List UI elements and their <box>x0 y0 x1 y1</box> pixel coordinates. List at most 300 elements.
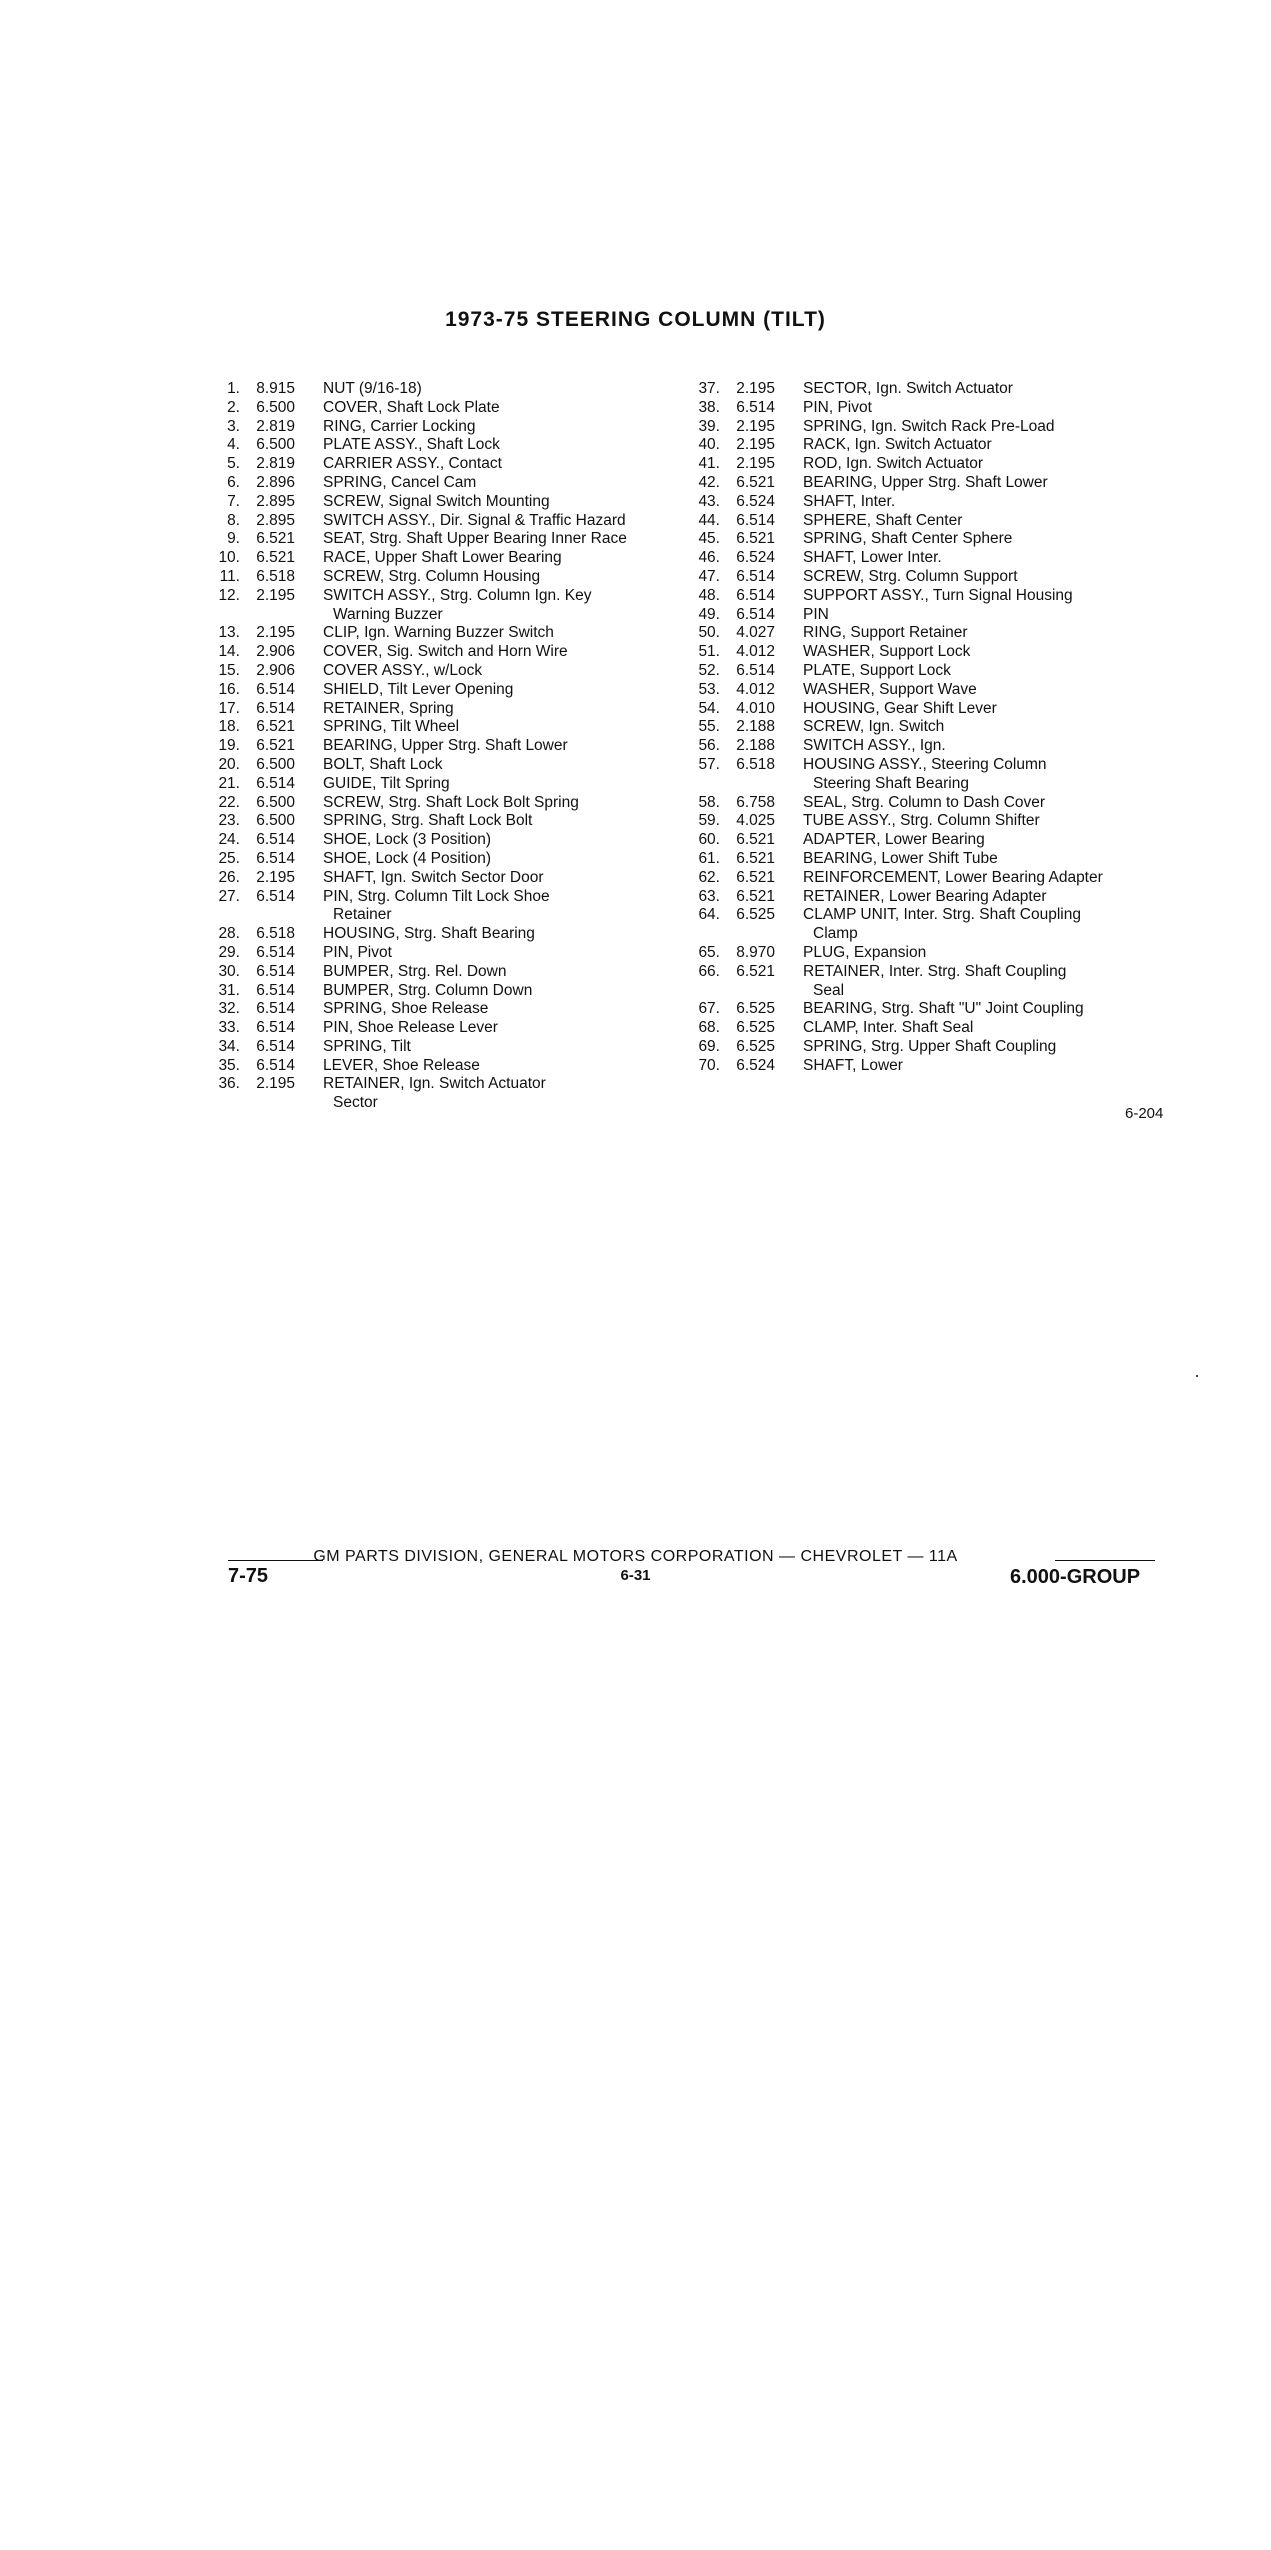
part-description <box>323 888 680 926</box>
item-number: 41. <box>698 455 720 473</box>
part-description <box>323 1057 680 1076</box>
parts-list-item <box>680 606 1180 625</box>
part-description <box>323 925 680 944</box>
group-code: 6.500 <box>256 755 295 773</box>
part-description-text: SEAL, Strg. Column to Dash Cover <box>803 793 1046 811</box>
group-code: 2.819 <box>256 455 295 473</box>
part-description-text: SPRING, Tilt Wheel <box>323 718 460 736</box>
part-description-text: SPRING, Cancel Cam <box>323 473 477 491</box>
item-number: 59. <box>698 812 720 830</box>
part-description <box>803 493 1180 512</box>
part-description <box>803 436 1180 455</box>
parts-list-item <box>680 794 1180 813</box>
group-code: 6.521 <box>736 868 775 886</box>
part-description <box>323 624 680 643</box>
part-description-text: BUMPER, Strg. Column Down <box>323 981 533 999</box>
item-number: 50. <box>698 624 720 642</box>
part-description <box>323 737 680 756</box>
part-description <box>803 756 1180 794</box>
part-description-text: CLAMP UNIT, Inter. Strg. Shaft Coupling <box>803 906 1081 924</box>
part-description-text: SPRING, Ign. Switch Rack Pre-Load <box>803 417 1055 435</box>
part-description-text: CLAMP, Inter. Shaft Seal <box>803 1019 974 1037</box>
group-code: 6.525 <box>736 906 775 924</box>
part-description-text: RING, Carrier Locking <box>323 417 476 435</box>
part-description <box>803 587 1180 606</box>
group-code: 6.514 <box>736 398 775 416</box>
item-number: 21. <box>218 774 240 792</box>
part-description <box>803 418 1180 437</box>
group-code: 6.514 <box>256 1037 295 1055</box>
group-code: 2.895 <box>256 511 295 529</box>
group-code: 4.012 <box>736 643 775 661</box>
part-description-text: COVER ASSY., w/Lock <box>323 661 483 679</box>
group-code: 6.514 <box>256 680 295 698</box>
parts-list-item <box>680 1019 1180 1038</box>
parts-list-item <box>200 756 680 775</box>
part-description <box>803 718 1180 737</box>
part-description <box>323 963 680 982</box>
part-description <box>323 512 680 531</box>
group-code: 6.521 <box>256 530 295 548</box>
parts-list-item <box>200 775 680 794</box>
parts-list-item <box>200 850 680 869</box>
item-number: 7. <box>227 492 240 510</box>
part-description-text: SPRING, Strg. Upper Shaft Coupling <box>803 1037 1057 1055</box>
part-description-text: RACK, Ign. Switch Actuator <box>803 436 992 454</box>
item-number: 57. <box>698 755 720 773</box>
group-code: 6.514 <box>256 1000 295 1018</box>
parts-list-item <box>680 888 1180 907</box>
group-code: 8.970 <box>736 943 775 961</box>
part-description-text: SCREW, Strg. Shaft Lock Bolt Spring <box>323 793 579 811</box>
parts-list-item <box>200 418 680 437</box>
group-code: 4.012 <box>736 680 775 698</box>
item-number: 4. <box>227 436 240 454</box>
part-description <box>323 399 680 418</box>
item-number: 68. <box>698 1019 720 1037</box>
item-number: 1. <box>227 380 240 397</box>
part-description-text: SWITCH ASSY., Strg. Column Ign. Key <box>323 586 592 604</box>
group-code: 2.188 <box>736 718 775 736</box>
part-description-text: SPRING, Tilt <box>323 1037 411 1055</box>
item-number: 22. <box>218 793 240 811</box>
part-description-text: RETAINER, Ign. Switch Actuator <box>323 1075 546 1093</box>
part-description-text: PLUG, Expansion <box>803 943 927 961</box>
item-number: 62. <box>698 868 720 886</box>
part-description <box>323 380 680 399</box>
part-description-continued: Warning Buzzer <box>333 605 443 623</box>
group-code: 6.514 <box>256 1056 295 1074</box>
parts-list-item <box>680 718 1180 737</box>
parts-list-item <box>200 568 680 587</box>
item-number: 54. <box>698 699 720 717</box>
part-description <box>803 850 1180 869</box>
parts-list-item <box>200 493 680 512</box>
part-description <box>803 794 1180 813</box>
item-number: 65. <box>698 943 720 961</box>
parts-list-item <box>200 812 680 831</box>
part-description-text: ADAPTER, Lower Bearing <box>803 831 985 849</box>
part-description <box>323 869 680 888</box>
group-code: 6.524 <box>736 1056 775 1074</box>
group-code: 2.896 <box>256 473 295 491</box>
part-description <box>323 568 680 587</box>
parts-list-item <box>680 436 1180 455</box>
part-description <box>803 549 1180 568</box>
part-description-text: BOLT, Shaft Lock <box>323 755 443 773</box>
item-number: 39. <box>698 417 720 435</box>
parts-list-item <box>200 1038 680 1057</box>
parts-list-item <box>680 624 1180 643</box>
part-description-text: WASHER, Support Wave <box>803 680 977 698</box>
item-number: 33. <box>218 1019 240 1037</box>
part-description-text: PIN, Shoe Release Lever <box>323 1019 498 1037</box>
item-number: 20. <box>218 755 240 773</box>
part-description <box>323 756 680 775</box>
group-code: 2.895 <box>256 492 295 510</box>
parts-list-item <box>680 474 1180 493</box>
group-code: 6.514 <box>256 887 295 905</box>
part-description-text: ROD, Ign. Switch Actuator <box>803 455 984 473</box>
part-description-text: SWITCH ASSY., Dir. Signal & Traffic Hazard <box>323 511 626 529</box>
part-description <box>803 681 1180 700</box>
parts-list-item <box>200 794 680 813</box>
item-number: 19. <box>218 737 240 755</box>
part-description-text: BUMPER, Strg. Rel. Down <box>323 962 507 980</box>
parts-list-item <box>200 643 680 662</box>
part-description-text: TUBE ASSY., Strg. Column Shifter <box>803 812 1040 830</box>
part-description <box>323 1075 680 1113</box>
item-number: 44. <box>698 511 720 529</box>
part-description <box>323 831 680 850</box>
part-description <box>803 906 1180 944</box>
part-description-text: CARRIER ASSY., Contact <box>323 455 502 473</box>
item-number: 46. <box>698 549 720 567</box>
parts-list-item <box>680 587 1180 606</box>
item-number: 24. <box>218 831 240 849</box>
parts-list-item <box>680 1057 1180 1076</box>
part-description-text: SPRING, Shaft Center Sphere <box>803 530 1013 548</box>
parts-list-item <box>200 925 680 944</box>
group-code: 2.195 <box>736 417 775 435</box>
group-code: 6.514 <box>736 586 775 604</box>
item-number: 6. <box>227 473 240 491</box>
group-code: 6.525 <box>736 1000 775 1018</box>
group-code: 6.514 <box>256 981 295 999</box>
parts-list-item <box>200 624 680 643</box>
parts-list-item <box>200 530 680 549</box>
item-number: 49. <box>698 605 720 623</box>
part-description-text: PIN, Pivot <box>803 398 872 416</box>
part-description <box>323 982 680 1001</box>
part-description-continued: Seal <box>813 981 845 999</box>
item-number: 17. <box>218 699 240 717</box>
item-number: 14. <box>218 643 240 661</box>
part-description <box>323 700 680 719</box>
part-description <box>803 643 1180 662</box>
part-description <box>803 568 1180 587</box>
group-code: 6.524 <box>736 549 775 567</box>
item-number: 10. <box>218 549 240 567</box>
part-description <box>323 493 680 512</box>
group-code: 6.514 <box>736 661 775 679</box>
group-code: 6.758 <box>736 793 775 811</box>
group-code: 2.195 <box>736 436 775 454</box>
group-code: 6.514 <box>256 774 295 792</box>
part-description <box>323 662 680 681</box>
part-description-text: RETAINER, Lower Bearing Adapter <box>803 887 1047 905</box>
parts-list-item <box>680 944 1180 963</box>
parts-list-item <box>680 963 1180 1001</box>
parts-list-item <box>200 455 680 474</box>
group-code: 2.195 <box>736 455 775 473</box>
item-number: 35. <box>218 1056 240 1074</box>
group-code: 6.514 <box>256 831 295 849</box>
footer-group: 6.000-GROUP <box>1010 1566 1141 1588</box>
group-code: 6.500 <box>256 436 295 454</box>
group-code: 6.521 <box>736 849 775 867</box>
group-code: 6.514 <box>256 962 295 980</box>
part-description-text: PIN, Pivot <box>323 943 392 961</box>
part-description <box>803 474 1180 493</box>
part-description <box>803 662 1180 681</box>
item-number: 43. <box>698 492 720 510</box>
part-description-text: SHAFT, Lower <box>803 1056 903 1074</box>
part-description-text: COVER, Sig. Switch and Horn Wire <box>323 643 568 661</box>
part-description <box>803 831 1180 850</box>
part-description <box>803 606 1180 625</box>
part-description-text: RETAINER, Spring <box>323 699 454 717</box>
item-number: 56. <box>698 737 720 755</box>
group-code: 6.500 <box>256 793 295 811</box>
part-description <box>323 587 680 625</box>
part-description <box>323 474 680 493</box>
parts-list-item <box>200 831 680 850</box>
part-description <box>323 794 680 813</box>
parts-list-item <box>680 831 1180 850</box>
group-code: 6.518 <box>736 755 775 773</box>
group-code: 2.195 <box>256 624 295 642</box>
parts-list-item <box>680 455 1180 474</box>
part-description-text: PIN <box>803 605 829 623</box>
part-description-text: SHAFT, Lower Inter. <box>803 549 942 567</box>
item-number: 37. <box>698 380 720 397</box>
part-description <box>803 399 1180 418</box>
group-code: 6.521 <box>256 718 295 736</box>
part-description-text: PLATE, Support Lock <box>803 661 951 679</box>
parts-list-item <box>680 530 1180 549</box>
part-description <box>803 737 1180 756</box>
item-number: 58. <box>698 793 720 811</box>
part-description-text: SCREW, Signal Switch Mounting <box>323 492 550 510</box>
part-description <box>803 380 1180 399</box>
part-description <box>803 700 1180 719</box>
item-number: 61. <box>698 849 720 867</box>
part-description <box>803 1000 1180 1019</box>
parts-list-item <box>680 756 1180 794</box>
part-description-text: SHOE, Lock (3 Position) <box>323 831 491 849</box>
item-number: 25. <box>218 849 240 867</box>
part-description-text: SECTOR, Ign. Switch Actuator <box>803 380 1013 397</box>
group-code: 6.514 <box>736 567 775 585</box>
part-description <box>803 1019 1180 1038</box>
group-code: 6.524 <box>736 492 775 510</box>
parts-list-item <box>680 700 1180 719</box>
part-description-text: SEAT, Strg. Shaft Upper Bearing Inner Race <box>323 530 627 548</box>
parts-list-item <box>680 906 1180 944</box>
parts-list-item <box>200 718 680 737</box>
item-number: 64. <box>698 906 720 924</box>
group-code: 2.195 <box>256 586 295 604</box>
group-code: 2.195 <box>256 1075 295 1093</box>
part-description <box>323 436 680 455</box>
group-code: 2.195 <box>736 380 775 397</box>
item-number: 27. <box>218 887 240 905</box>
part-description-continued: Steering Shaft Bearing <box>813 774 969 792</box>
parts-list-item <box>200 982 680 1001</box>
part-description-text: LEVER, Shoe Release <box>323 1056 480 1074</box>
item-number: 48. <box>698 586 720 604</box>
scan-speck <box>1196 1375 1198 1377</box>
item-number: 53. <box>698 680 720 698</box>
parts-list-left-column <box>200 380 680 1113</box>
parts-list-item <box>200 1057 680 1076</box>
part-description <box>803 455 1180 474</box>
parts-list-item <box>200 737 680 756</box>
group-code: 2.819 <box>256 417 295 435</box>
footer-publisher: GM PARTS DIVISION, GENERAL MOTORS CORPORATION — CHEVROLET — 11A <box>313 1548 958 1565</box>
item-number: 55. <box>698 718 720 736</box>
item-number: 18. <box>218 718 240 736</box>
item-number: 34. <box>218 1037 240 1055</box>
item-number: 60. <box>698 831 720 849</box>
item-number: 32. <box>218 1000 240 1018</box>
group-code: 6.514 <box>256 699 295 717</box>
group-code: 6.525 <box>736 1037 775 1055</box>
part-description-text: SCREW, Strg. Column Housing <box>323 567 541 585</box>
group-code: 6.521 <box>256 737 295 755</box>
part-description <box>323 1000 680 1019</box>
part-description-text: BEARING, Upper Strg. Shaft Lower <box>323 737 568 755</box>
parts-list-item <box>200 869 680 888</box>
part-description <box>323 530 680 549</box>
part-description-text: HOUSING, Strg. Shaft Bearing <box>323 925 535 943</box>
part-description <box>803 888 1180 907</box>
part-description <box>323 549 680 568</box>
parts-list-item <box>200 1075 680 1113</box>
parts-list-item <box>680 681 1180 700</box>
parts-list-item <box>680 549 1180 568</box>
group-code: 6.521 <box>736 831 775 849</box>
group-code: 6.514 <box>256 1019 295 1037</box>
group-code: 6.500 <box>256 812 295 830</box>
part-description-text: BEARING, Lower Shift Tube <box>803 849 998 867</box>
footer-page-number: 6-31 <box>620 1567 651 1584</box>
group-code: 6.521 <box>736 473 775 491</box>
group-code: 2.906 <box>256 643 295 661</box>
item-number: 15. <box>218 661 240 679</box>
parts-list-item <box>200 1019 680 1038</box>
part-description <box>803 624 1180 643</box>
part-description-text: RETAINER, Inter. Strg. Shaft Coupling <box>803 962 1067 980</box>
part-description <box>323 418 680 437</box>
part-description-continued: Retainer <box>333 906 392 924</box>
part-description-text: SCREW, Strg. Column Support <box>803 567 1018 585</box>
part-description-text: SPRING, Strg. Shaft Lock Bolt <box>323 812 533 830</box>
part-description <box>803 1057 1180 1076</box>
group-code: 6.518 <box>256 925 295 943</box>
parts-list-item <box>200 512 680 531</box>
group-code: 6.518 <box>256 567 295 585</box>
part-description <box>323 1038 680 1057</box>
parts-list-item <box>680 493 1180 512</box>
parts-list-item <box>200 399 680 418</box>
part-description <box>323 1019 680 1038</box>
parts-list-right-column <box>680 380 1180 1075</box>
group-code: 2.195 <box>256 868 295 886</box>
part-description <box>803 812 1180 831</box>
group-code: 6.521 <box>736 530 775 548</box>
item-number: 9. <box>227 530 240 548</box>
parts-list-item <box>680 418 1180 437</box>
parts-list-item <box>200 662 680 681</box>
item-number: 11. <box>219 567 240 585</box>
item-number: 31. <box>218 981 240 999</box>
group-code: 6.514 <box>256 943 295 961</box>
part-description <box>323 944 680 963</box>
part-description <box>803 530 1180 549</box>
item-number: 5. <box>227 455 240 473</box>
parts-list-item <box>680 662 1180 681</box>
part-description-text: HOUSING ASSY., Steering Column <box>803 755 1047 773</box>
part-description <box>323 681 680 700</box>
item-number: 12. <box>218 586 240 604</box>
part-description-text: RING, Support Retainer <box>803 624 968 642</box>
part-description-text: SHIELD, Tilt Lever Opening <box>323 680 514 698</box>
part-description-text: SUPPORT ASSY., Turn Signal Housing <box>803 586 1073 604</box>
parts-list-item <box>200 474 680 493</box>
parts-list-item <box>200 681 680 700</box>
part-description-text: HOUSING, Gear Shift Lever <box>803 699 997 717</box>
group-code: 6.521 <box>256 549 295 567</box>
part-description-continued: Sector <box>333 1094 378 1112</box>
item-number: 8. <box>227 511 240 529</box>
parts-list-item <box>680 643 1180 662</box>
item-number: 63. <box>698 887 720 905</box>
part-description-text: NUT (9/16-18) <box>323 380 422 397</box>
parts-list-item <box>200 549 680 568</box>
item-number: 23. <box>218 812 240 830</box>
parts-list-item <box>200 436 680 455</box>
group-code: 4.010 <box>736 699 775 717</box>
part-description-text: SPHERE, Shaft Center <box>803 511 963 529</box>
parts-list-item <box>200 1000 680 1019</box>
group-code: 2.906 <box>256 661 295 679</box>
parts-list-item <box>200 888 680 926</box>
parts-list-item <box>680 512 1180 531</box>
item-number: 3. <box>227 417 240 435</box>
part-description <box>803 869 1180 888</box>
part-description-text: REINFORCEMENT, Lower Bearing Adapter <box>803 868 1103 886</box>
part-description-text: BEARING, Upper Strg. Shaft Lower <box>803 473 1048 491</box>
parts-list-item <box>680 1000 1180 1019</box>
item-number: 29. <box>218 943 240 961</box>
part-description <box>323 812 680 831</box>
item-number: 16. <box>218 680 240 698</box>
parts-list-item <box>680 737 1180 756</box>
item-number: 51. <box>698 643 720 661</box>
part-description-text: PLATE ASSY., Shaft Lock <box>323 436 500 454</box>
